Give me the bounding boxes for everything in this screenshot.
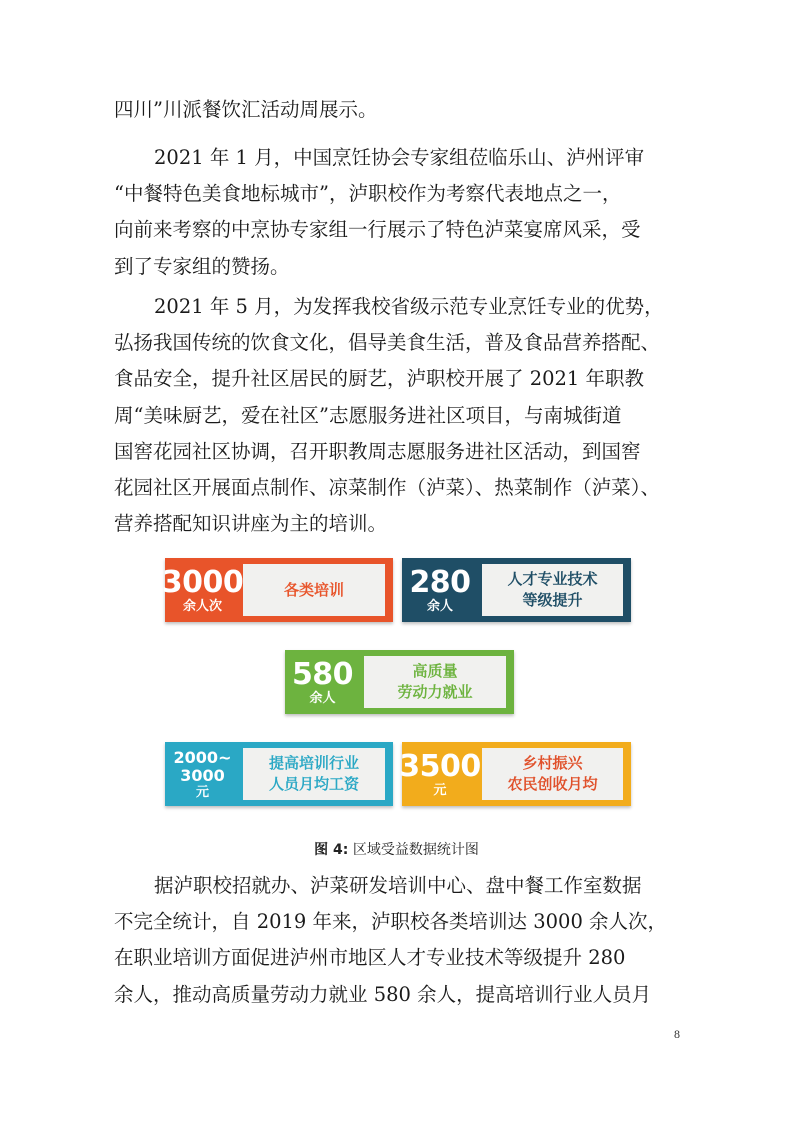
paragraph-2 (114, 140, 680, 285)
stat-number: 2000~ 3000 (173, 747, 232, 785)
stat-label (482, 564, 623, 616)
text-line: 国窖花园社区协调，召开职教周志愿服务进社区活动，到国窖 (114, 439, 641, 463)
paragraph-4 (114, 868, 680, 1013)
text-line: 2021 年 5 月，为发挥我校省级示范专业烹饪专业的优势， (154, 295, 664, 318)
stat-label (364, 656, 506, 708)
stat-unit: 余人次 (182, 598, 222, 614)
stat-card-rural (399, 742, 631, 806)
stat-number: 280 (409, 564, 471, 600)
stat-card-wage (165, 742, 393, 806)
stat-label-line: 乡村振兴 (522, 754, 583, 772)
text-line: 花园社区开展面点制作、凉菜制作（泸菜）、热菜制作（泸菜）、 (114, 476, 661, 500)
stat-unit: 余人 (426, 598, 453, 614)
text-line: 2021 年 1 月，中国烹饪协会专家组莅临乐山、泸州评审 (154, 146, 645, 169)
stat-unit: 元 (195, 784, 209, 800)
stat-label-line: 农民创收月均 (507, 775, 598, 793)
stat-number: 3500 (399, 748, 481, 784)
stat-card-training (161, 558, 393, 622)
stat-label-line: 提高培训行业 (268, 754, 359, 772)
text-line: 余人，推动高质量劳动力就业 580 余人，提高培训行业人员月 (114, 982, 652, 1006)
paragraph-1 (114, 92, 680, 128)
text-line: 弘扬我国传统的饮食文化，倡导美食生活，普及食品营养搭配、 (114, 331, 661, 355)
stat-label-line: 人员月均工资 (268, 775, 359, 793)
figure-caption (0, 839, 793, 859)
stat-label-line: 等级提升 (522, 591, 583, 609)
text-line: 据泸职校招就办、泸菜研发培训中心、盘中餐工作室数据 (154, 874, 642, 897)
text-line: 向前来考察的中烹协专家组一行展示了特色泸菜宴席风采，受 (114, 218, 641, 242)
text-line: 四川”川派餐饮汇活动周展示。 (114, 98, 378, 121)
text-line: 食品安全，提升社区居民的厨艺，泸职校开展了 2021 年职教 (114, 367, 645, 391)
text-line: 不完全统计，自 2019 年来，泸职校各类培训达 3000 余人次， (114, 910, 668, 934)
stat-label (243, 748, 385, 800)
text-line: “中餐特色美食地标城市”，泸职校作为考察代表地点之一， (114, 182, 622, 206)
stat-label (243, 564, 385, 616)
stat-label-line: 各类培训 (283, 580, 344, 599)
stat-label (482, 748, 623, 800)
stat-number-block (399, 742, 481, 806)
stat-label-line: 人才专业技术 (507, 570, 598, 588)
stat-unit: 元 (433, 782, 447, 798)
paragraph-3 (114, 289, 680, 542)
stat-number-block (402, 558, 478, 622)
stat-number: 580 (291, 656, 354, 692)
stat-label-line: 劳动力就业 (397, 683, 473, 701)
stat-unit: 余人 (309, 690, 336, 706)
figure-caption-prefix: 图 4: (314, 842, 349, 858)
text-line: 周“美味厨艺，爱在社区”志愿服务进社区项目，与南城街道 (114, 403, 622, 427)
stat-label-line: 高质量 (412, 662, 458, 680)
stat-number-block (161, 558, 244, 622)
text-line: 在职业培训方面促进泸州市地区人才专业技术等级提升 280 (114, 946, 626, 970)
figure-caption-text: 区域受益数据统计图 (352, 842, 479, 858)
stat-number-block (165, 742, 240, 806)
text-line: 到了专家组的赞扬。 (114, 254, 290, 278)
stat-number: 3000 (161, 564, 244, 600)
stat-card-skill-level (402, 558, 631, 622)
stat-card-employment (285, 650, 514, 714)
text-line: 营养搭配知识讲座为主的培训。 (114, 512, 388, 536)
stat-number-block (285, 650, 360, 714)
page-number: 8 (674, 1027, 680, 1041)
